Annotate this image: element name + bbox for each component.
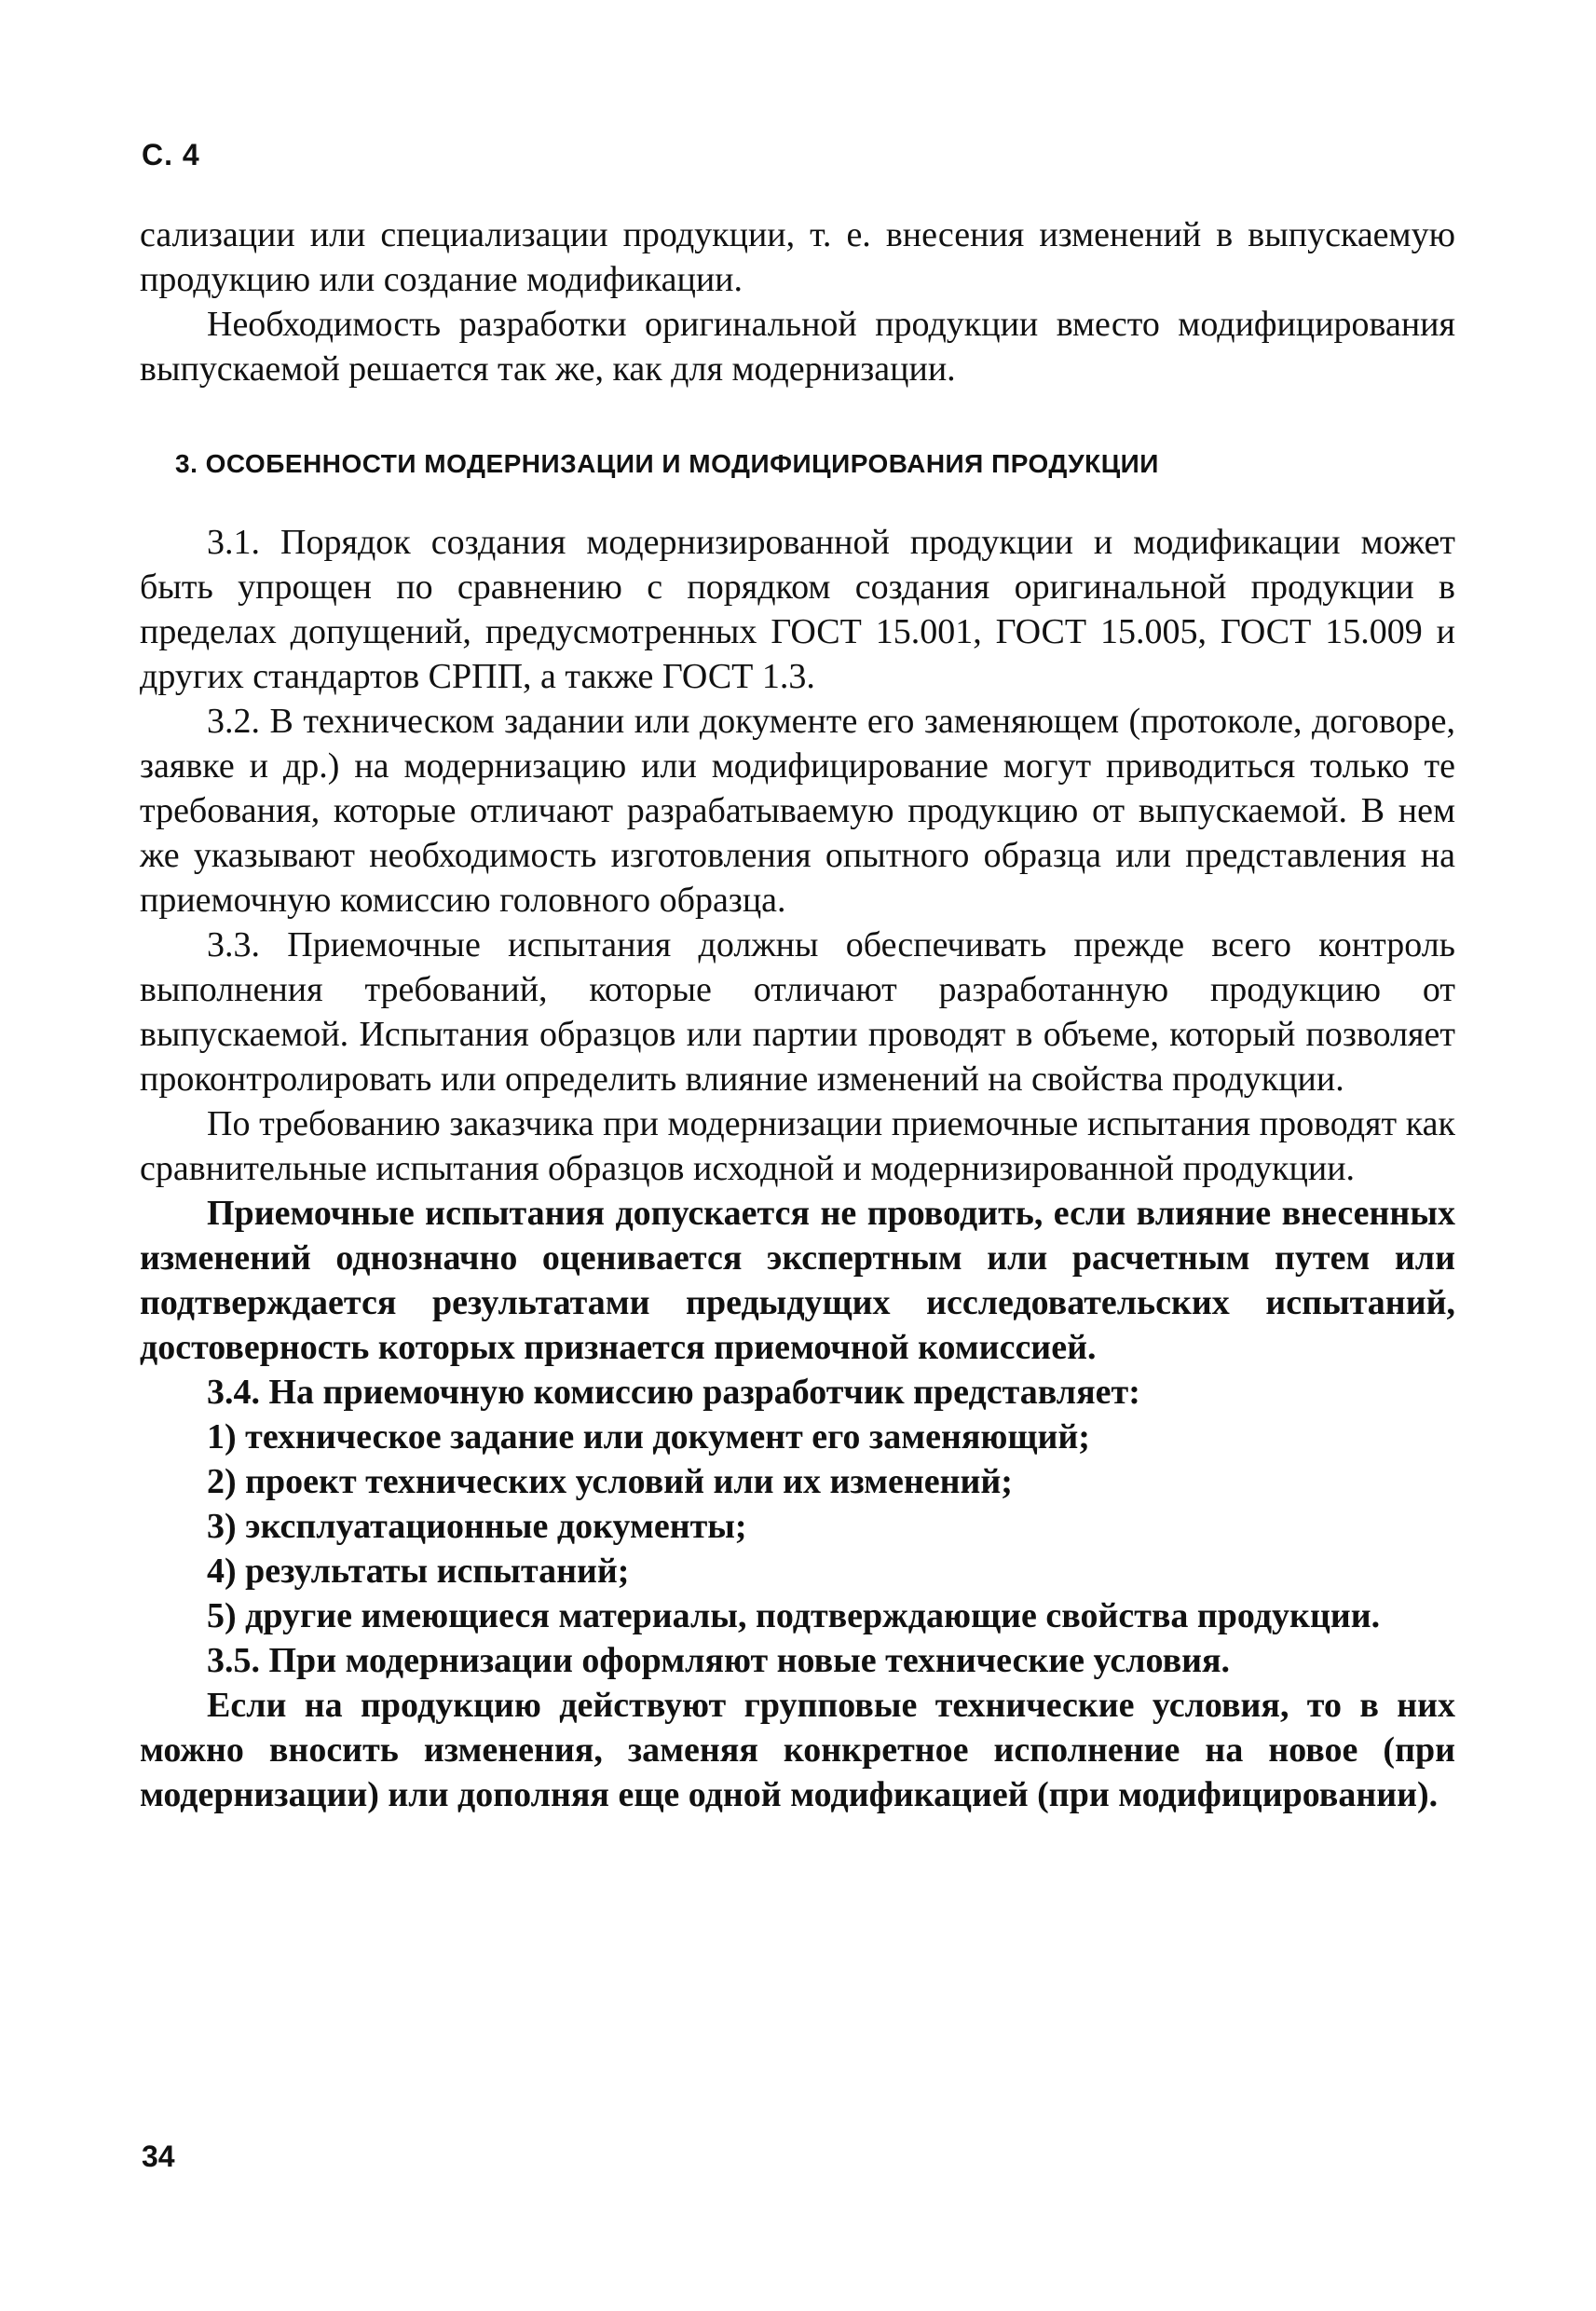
- clause-3-1: 3.1. Порядок создания модернизированной продукции и модификации может быть упрощен по сравнению с порядком создания оригинальной продукции в пределах допущений, предусмотренных ГОСТ 15.001, ГОСТ 15.005, ГОСТ 15.009 и других стандартов СРПП, а также ГОСТ 1.3.: [140, 523, 1455, 696]
- list-item: 2) проект технических условий или их изменений;: [207, 1462, 1013, 1501]
- list-item: 1) техническое задание или документ его заменяющий;: [207, 1417, 1090, 1456]
- intro-continuation-paragraph: сализации или специализации продукции, т. е. внесения изменений в выпускаемую продукцию или создание модификации.: [140, 215, 1455, 299]
- clause-3-3-paragraph-3: Приемочные испытания допускается не проводить, если влияние внесенных изменений однозначно оценивается экспертным или расчетным путем или подтверждается результатами предыдущих исследовательских испытаний, достоверность которых признается приемочной комиссией.: [140, 1194, 1455, 1367]
- page-header: С. 4: [142, 138, 200, 171]
- intro-paragraph: Необходимость разработки оригинальной продукции вместо модифицирования выпускаемой решается так же, как для модернизации.: [140, 305, 1455, 389]
- section-heading: 3. ОСОБЕННОСТИ МОДЕРНИЗАЦИИ И МОДИФИЦИРОВАНИЯ ПРОДУКЦИИ: [175, 449, 1159, 478]
- list-item: 3) эксплуатационные документы;: [207, 1507, 747, 1546]
- clause-3-3-paragraph-2: По требованию заказчика при модернизации приемочные испытания проводят как сравнительные испытания образцов исходной и модернизированной продукции.: [140, 1104, 1455, 1188]
- submission-list: [140, 1415, 1455, 1638]
- clause-3-5-paragraph-2: Если на продукцию действуют групповые технические условия, то в них можно вносить изменения, заменяя конкретное исполнение на новое (при модернизации) или дополняя еще одной модификацией (при модифицировании).: [140, 1686, 1455, 1814]
- clause-3-3: 3.3. Приемочные испытания должны обеспечивать прежде всего контроль выполнения требований, которые отличают разработанную продукцию от выпускаемой. Испытания образцов или партии проводят в объеме, который позволяет проконтролировать или определить влияние изменений на свойства продукции.: [140, 925, 1455, 1099]
- page-number: 34: [142, 2140, 175, 2173]
- document-body: [140, 212, 1455, 1817]
- list-item: 5) другие имеющиеся материалы, подтверждающие свойства продукции.: [207, 1596, 1381, 1635]
- clause-3-4: 3.4. На приемочную комиссию разработчик представляет:: [207, 1373, 1140, 1412]
- clause-3-2: 3.2. В техническом задании или документе его заменяющем (протоколе, договоре, заявке и др.) на модернизацию или модифицирование могут приводиться только те требования, которые отличают разрабатываемую продукцию от выпускаемой. В нем же указывают необходимость изготовления опытного образца или представления на приемочную комиссию головного образца.: [140, 702, 1455, 920]
- clause-3-5: 3.5. При модернизации оформляют новые технические условия.: [207, 1641, 1231, 1680]
- list-item: 4) результаты испытаний;: [207, 1552, 630, 1591]
